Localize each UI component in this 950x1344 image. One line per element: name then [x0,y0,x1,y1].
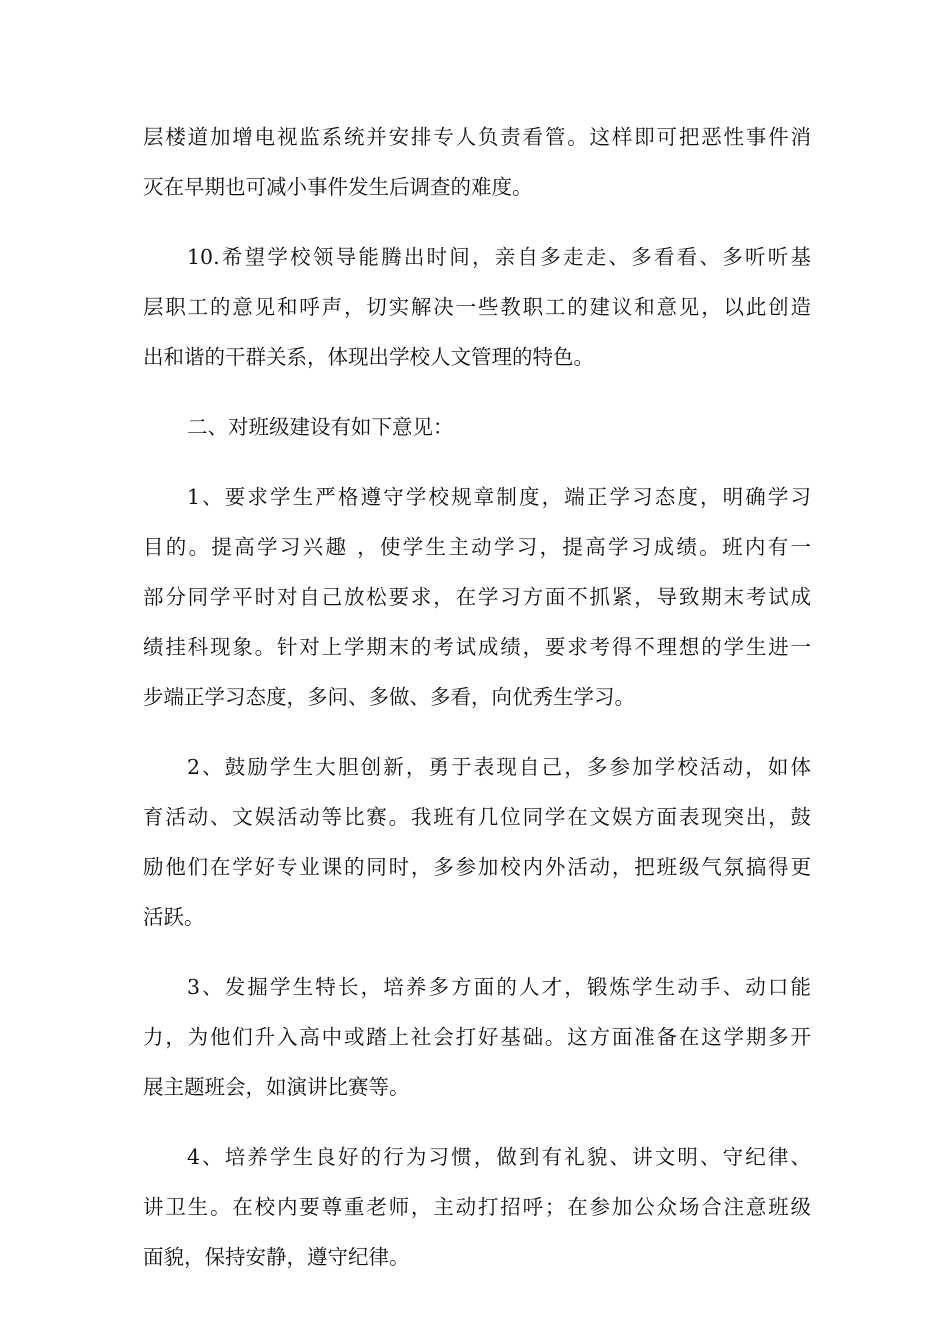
text-line: 层楼道加增电视监系统并安排专人负责看管。这样即可把恶性事件消 [143,125,811,149]
paragraph-item-3 [143,962,811,1112]
text-line: 目的。提高学习兴趣 ，使学生主动学习，提高学习成绩。班内有一 [143,535,811,559]
text-line: 部分同学平时对自己放松要求，在学习方面不抓紧，导致期末考试成 [143,585,811,609]
text-line: 活跃。 [143,905,205,929]
text-line: 绩挂科现象。针对上学期末的考试成绩，要求考得不理想的学生进一 [143,635,811,659]
text-line: 2、鼓励学生大胆创新，勇于表现自己，多参加学校活动，如体 [187,755,811,779]
text-line: 步端正学习态度，多问、多做、多看，向优秀生学习。 [143,685,635,709]
paragraph-gap [143,452,811,472]
text-line: 4、培养学生良好的行为习惯，做到有礼貌、讲文明、守纪律、 [187,1145,811,1169]
text-line: 面貌，保持安静，遵守纪律。 [143,1245,410,1269]
paragraph-gap [143,382,811,402]
document-page [143,112,811,1282]
text-line: 灭在早期也可减小事件发生后调查的难度。 [143,175,533,199]
text-line: 力，为他们升入高中或踏上社会打好基础。这方面准备在这学期多开 [143,1025,811,1049]
text-line: 3、发掘学生特长，培养多方面的人才，锻炼学生动手、动口能 [187,975,811,999]
paragraph-item-4 [143,1132,811,1282]
paragraph-item-2 [143,742,811,942]
text-line: 励他们在学好专业课的同时，多参加校内外活动，把班级气氛搞得更 [143,855,811,879]
text-line: 展主题班会，如演讲比赛等。 [143,1075,410,1099]
section-heading [143,402,811,452]
text-line: 1、要求学生严格遵守学校规章制度，端正学习态度，明确学习 [187,485,811,509]
paragraph-gap [143,1112,811,1132]
text-line: 育活动、文娱活动等比赛。我班有几位同学在文娱方面表现突出，鼓 [143,805,811,829]
text-line: 10.希望学校领导能腾出时间，亲自多走走、多看看、多听听基 [187,245,811,269]
paragraph-item-10 [143,232,811,382]
paragraph-item-1 [143,472,811,722]
paragraph-continuation [143,112,811,212]
heading-text: 二、对班级建设有如下意见： [187,415,454,439]
text-line: 出和谐的干群关系，体现出学校人文管理的特色。 [143,345,594,369]
paragraph-gap [143,722,811,742]
text-line: 讲卫生。在校内要尊重老师，主动打招呼；在参加公众场合注意班级 [143,1195,811,1219]
paragraph-gap [143,212,811,232]
text-line: 层职工的意见和呼声，切实解决一些教职工的建议和意见，以此创造 [143,295,811,319]
paragraph-gap [143,942,811,962]
